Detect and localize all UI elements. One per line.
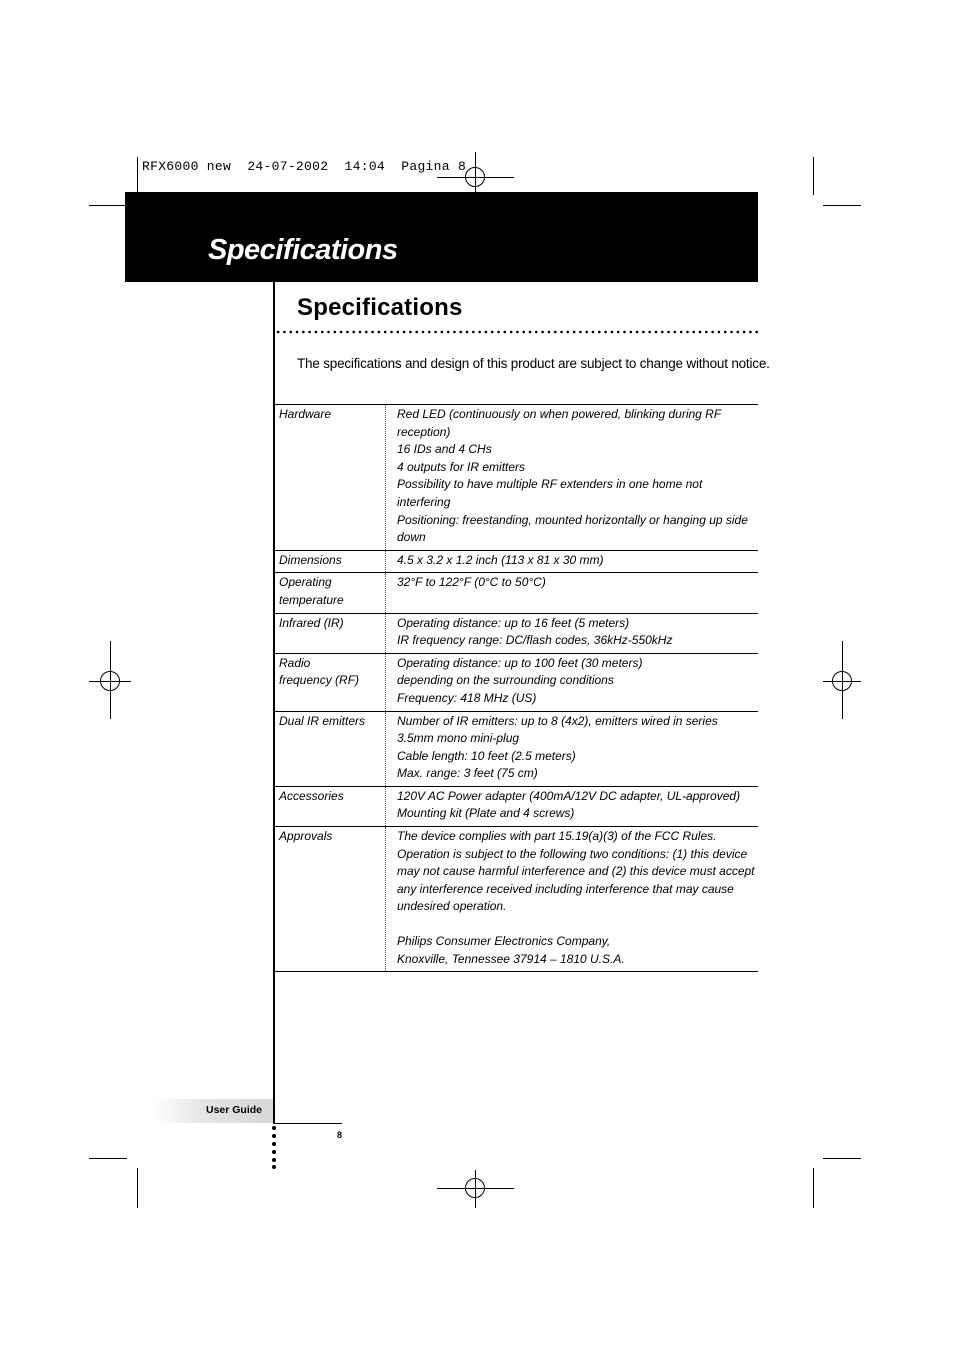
spec-value-line: 16 IDs and 4 CHs bbox=[397, 442, 492, 457]
spec-value bbox=[386, 405, 759, 551]
spec-value-line: Philips Consumer Electronics Company, bbox=[397, 934, 611, 949]
spec-value-line: may not cause harmful interference and (2) this device must accept bbox=[397, 864, 755, 879]
spec-label bbox=[275, 711, 386, 786]
spec-value-line: Frequency: 418 MHz (US) bbox=[397, 690, 537, 705]
dotted-divider bbox=[275, 330, 759, 334]
spec-label-line: Dual IR emitters bbox=[279, 713, 366, 728]
spec-value-line: Mounting kit (Plate and 4 screws) bbox=[397, 806, 575, 821]
spec-label-line: Infrared (IR) bbox=[279, 615, 344, 630]
spec-row bbox=[275, 405, 758, 551]
spec-row bbox=[275, 653, 758, 711]
spec-label-line: Accessories bbox=[279, 788, 344, 803]
spec-value bbox=[386, 827, 759, 972]
spec-value-line: Positioning: freestanding, mounted horizontally or hanging up side bbox=[397, 512, 748, 527]
header-title: Specifications bbox=[208, 234, 398, 266]
specifications-table-body bbox=[275, 405, 758, 972]
print-slug: RFX6000 new 24-07-2002 14:04 Pagina 8 bbox=[142, 159, 467, 174]
spec-value-line: 120V AC Power adapter (400mA/12V DC adapter, UL-approved) bbox=[397, 788, 741, 803]
spec-row bbox=[275, 827, 758, 972]
spec-row bbox=[275, 550, 758, 573]
spec-value bbox=[386, 786, 759, 826]
spec-value bbox=[386, 550, 759, 573]
spec-value-line: Max. range: 3 feet (75 cm) bbox=[397, 766, 538, 781]
page-number: 8 bbox=[337, 1130, 343, 1140]
specifications-table bbox=[275, 404, 758, 972]
spec-value bbox=[386, 573, 759, 613]
spec-value bbox=[386, 613, 759, 653]
section-title: Specifications bbox=[297, 294, 463, 321]
spec-label-line: Hardware bbox=[279, 407, 332, 421]
spec-value bbox=[386, 711, 759, 786]
spec-row bbox=[275, 573, 758, 613]
spec-label-line: Operating bbox=[279, 575, 332, 590]
footer-rule bbox=[273, 1123, 342, 1124]
spec-value-line: any interference received including interference that may cause bbox=[397, 881, 734, 896]
spec-value-line bbox=[397, 916, 756, 933]
spec-label-line: Dimensions bbox=[279, 552, 342, 567]
spec-value-line: 4.5 x 3.2 x 1.2 inch (113 x 81 x 30 mm) bbox=[397, 552, 604, 567]
spec-label bbox=[275, 573, 386, 613]
spec-value-line: Operating distance: up to 100 feet (30 meters) bbox=[397, 655, 643, 670]
spec-label bbox=[275, 550, 386, 573]
spec-value-line: depending on the surrounding conditions bbox=[397, 673, 614, 688]
spec-value-line: The device complies with part 15.19(a)(3) of the FCC Rules. bbox=[397, 829, 717, 844]
spec-value-line: Knoxville, Tennessee 37914 – 1810 U.S.A. bbox=[397, 951, 625, 966]
spec-label-line: temperature bbox=[279, 592, 344, 607]
header-banner bbox=[125, 192, 758, 282]
spec-label-line: Radio bbox=[279, 655, 311, 670]
spec-label bbox=[275, 613, 386, 653]
spec-value-line: Operation is subject to the following two conditions: (1) this device bbox=[397, 846, 748, 861]
spec-value bbox=[386, 653, 759, 711]
spec-value-line: Cable length: 10 feet (2.5 meters) bbox=[397, 748, 576, 763]
spec-value-line: undesired operation. bbox=[397, 899, 507, 914]
spec-label bbox=[275, 653, 386, 711]
spec-label bbox=[275, 827, 386, 972]
spec-label bbox=[275, 405, 386, 551]
spec-row bbox=[275, 711, 758, 786]
spec-label bbox=[275, 786, 386, 826]
intro-text: The specifications and design of this product are subject to change without notice. bbox=[297, 356, 770, 371]
spec-value-line: Possibility to have multiple RF extenders in one home not interfering bbox=[397, 477, 703, 509]
spec-row bbox=[275, 613, 758, 653]
spec-label-line: Approvals bbox=[279, 829, 333, 844]
spec-value-line: down bbox=[397, 530, 426, 545]
spec-value-line: 32°F to 122°F (0°C to 50°C) bbox=[397, 575, 546, 590]
spec-value-line: Number of IR emitters: up to 8 (4x2), emitters wired in series bbox=[397, 713, 718, 728]
footer-tab bbox=[152, 1099, 273, 1123]
spec-value-line: 3.5mm mono mini-plug bbox=[397, 731, 520, 746]
spec-value-line: 4 outputs for IR emitters bbox=[397, 459, 526, 474]
spec-value-line: IR frequency range: DC/flash codes, 36kHz-550kHz bbox=[397, 633, 673, 648]
spec-row bbox=[275, 786, 758, 826]
spec-value-line: Red LED (continuously on when powered, blinking during RF reception) bbox=[397, 407, 721, 439]
spec-label-line: frequency (RF) bbox=[279, 673, 360, 688]
spec-value-line: Operating distance: up to 16 feet (5 meters) bbox=[397, 615, 630, 630]
footer-label: User Guide bbox=[206, 1104, 263, 1116]
